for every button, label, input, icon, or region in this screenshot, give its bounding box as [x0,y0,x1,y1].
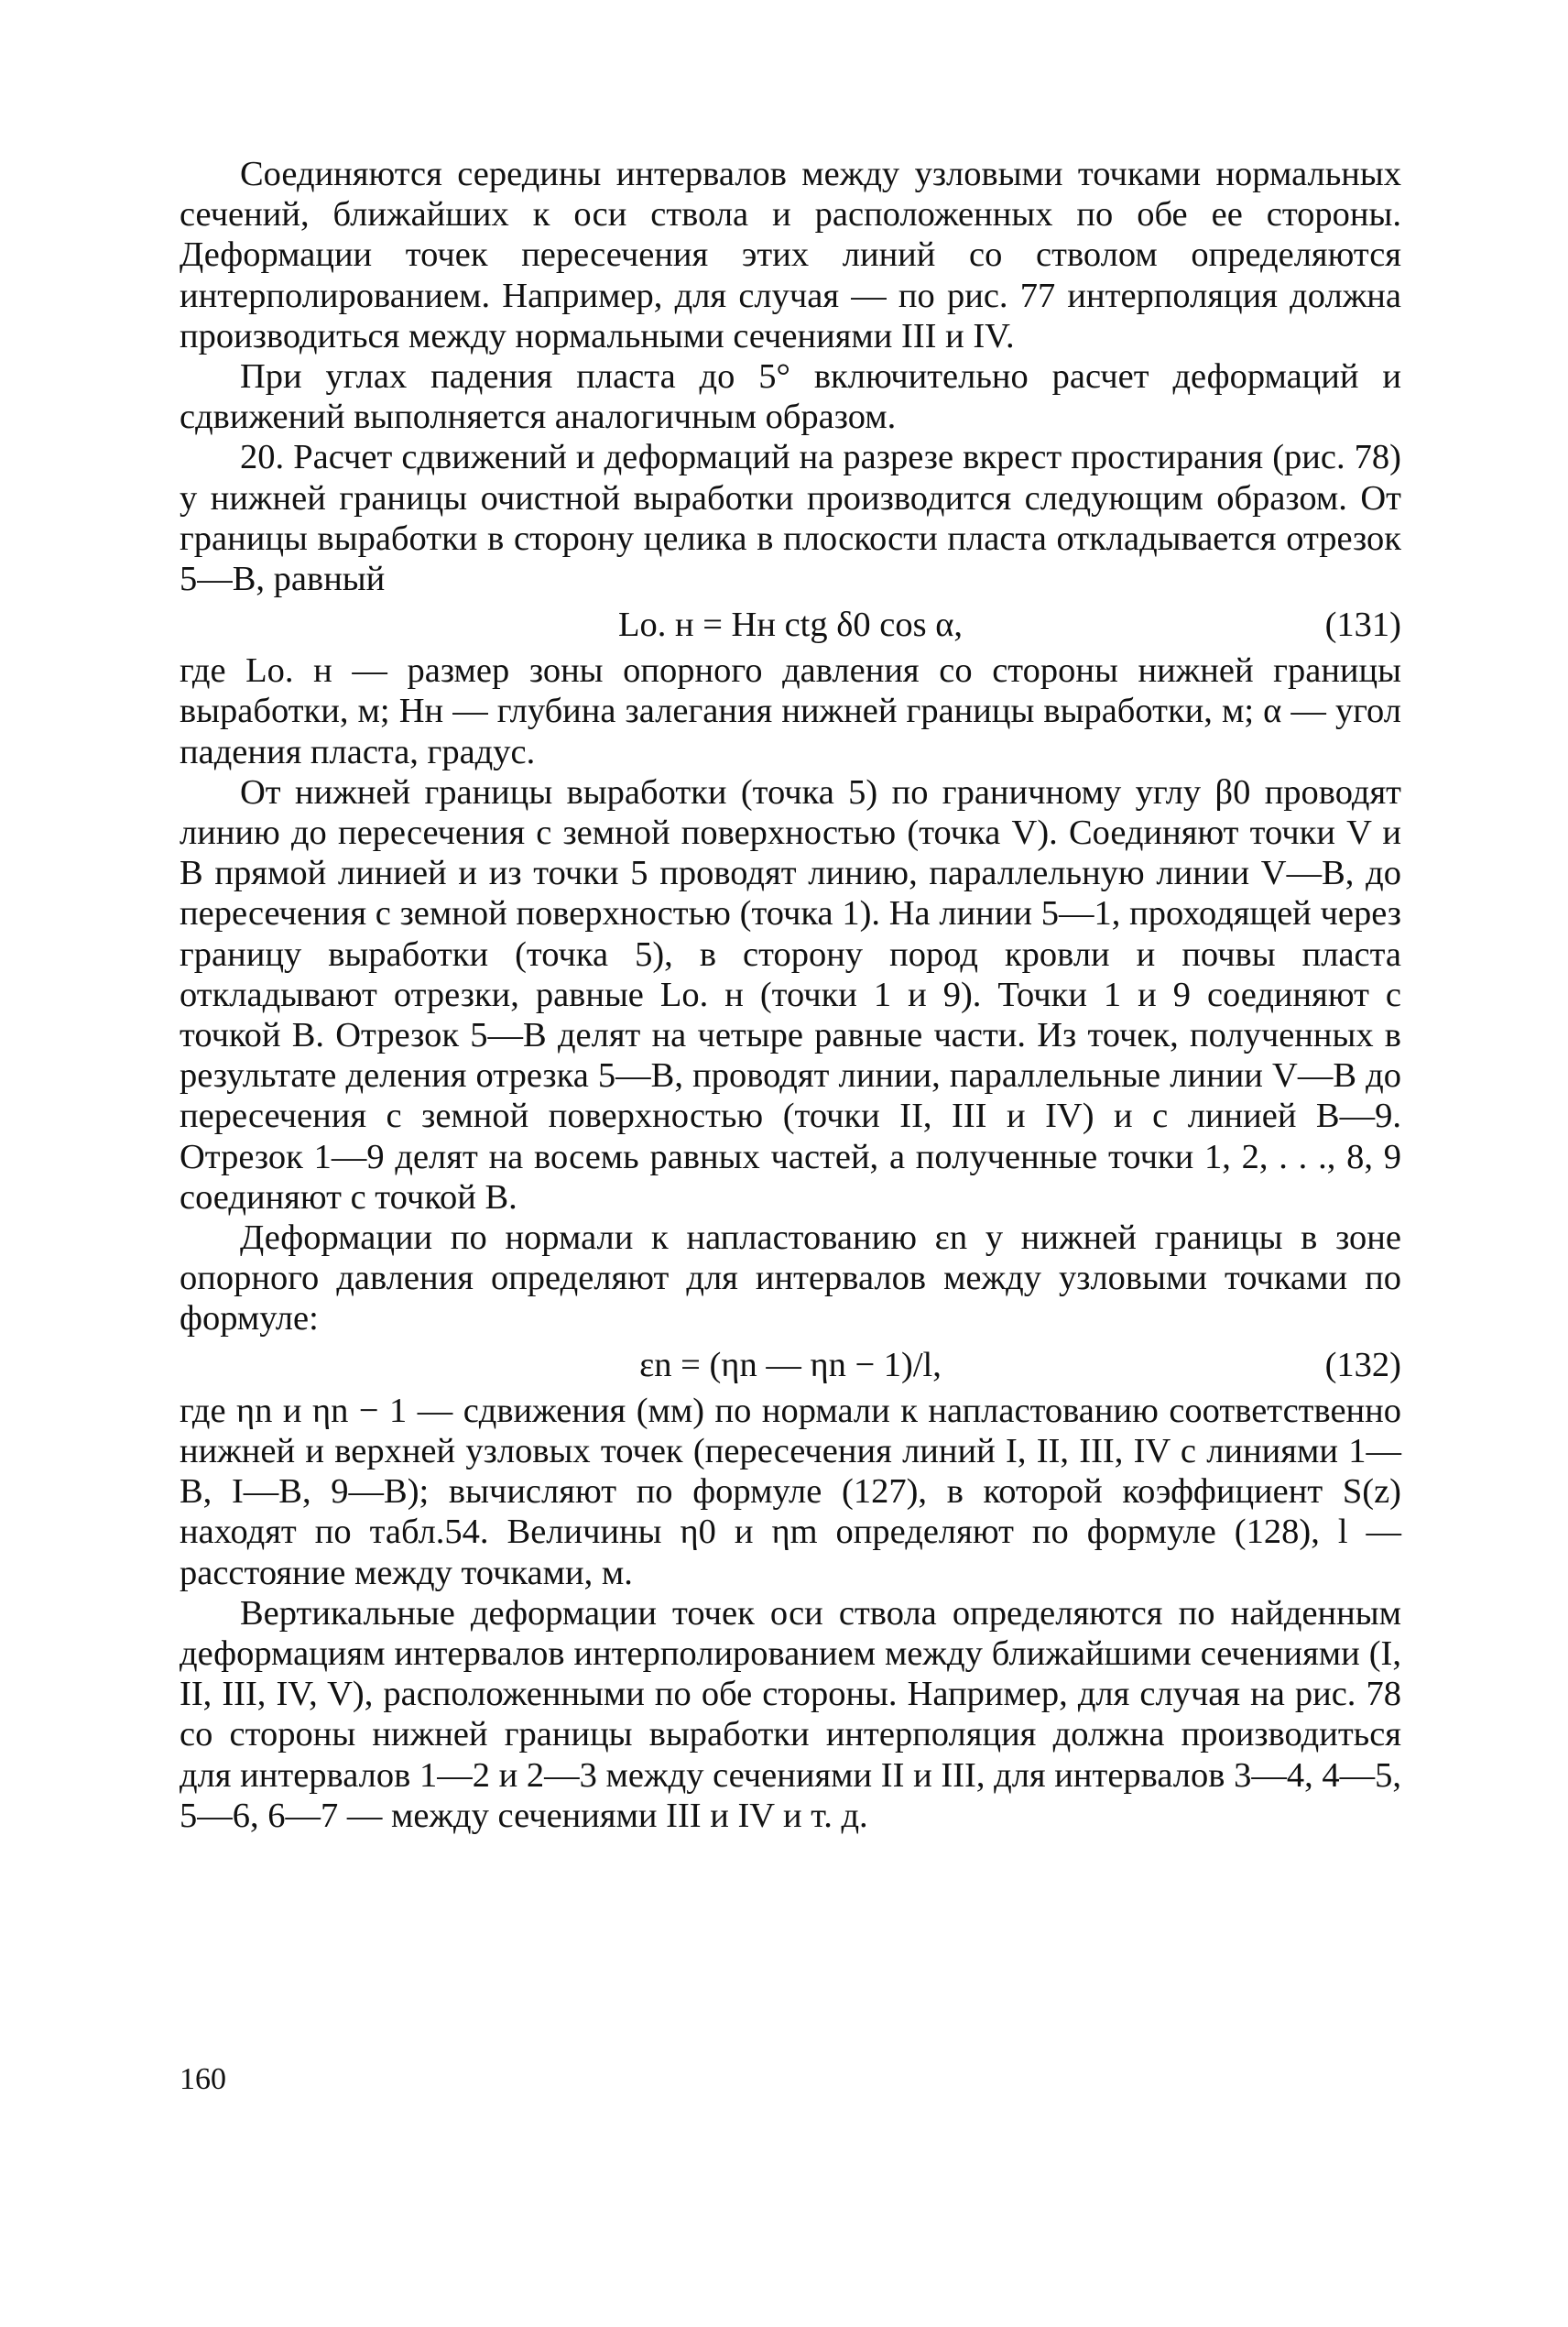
paragraph-vertical-deformations: Вертикальные деформации точек оси ствола определяются по найденным деформациям интервалов интерполированием между ближайшими сечениями (I, II, III, IV, V), расположенными по обе стороны. Например, для случая на рис. 78 со стороны нижней границы выработки интерполяция должна производиться для интервалов 1—2 и 2—3 между сечениями II и III, для интервалов 3—4, 4—5, 5—6, 6—7 — между сечениями III и IV и т. д. [180,1593,1401,1835]
formula-132: εn = (ηn — ηn − 1)/l, [639,1345,942,1384]
paragraph-construction-procedure: От нижней границы выработки (точка 5) по граничному углу β0 проводят линию до пересечения с земной поверхностью (точка V). Соединяют точки V и В прямой линией и из точки 5 проводят линию, параллельную линии V—В, до пересечения с земной поверхностью (точка 1). На линии 5—1, проходящей через границу выработки (точка 5), в сторону пород кровли и почвы пласта откладывают отрезки, равные Lо. н (точки 1 и 9). Точки 1 и 9 соединяют с точкой В. Отрезок 5—В делят на четыре равные части. Из точек, полученных в результате деления отрезка 5—В, проводят линии, параллельные линии V—В до пересечения с земной поверхностью (точки II, III и IV) и с линией В—9. Отрезок 1—9 делят на восемь равных частей, а полученные точки 1, 2, . . ., 8, 9 соединяют с точкой В. [180,772,1401,1217]
formula-131: Lо. н = Hн ctg δ0 cos α, [617,606,964,645]
page-number: 160 [180,2062,226,2096]
paragraph-formula-131-definitions: где Lо. н — размер зоны опорного давления со стороны нижней границы выработки, м; Hн — глубина залегания нижней границы выработки, м; α — угол падения пласта, градус. [180,651,1401,771]
paragraph-interpolation-sections: Соединяются середины интервалов между узловыми точками нормальных сечений, ближайших к оси ствола и расположенных по обе ее стороны. Деформации точек пересечения этих линий со стволом определяются интерполированием. Например, для случая — по рис. 77 интерполяция должна производиться между нормальными сечениями III и IV. [180,155,1401,355]
formula-132-row [180,1339,1401,1391]
paragraph-small-dip-angles: При углах падения пласта до 5° включительно расчет деформаций и сдвижений выполняется аналогичным образом. [180,357,1401,437]
formula-131-row [180,599,1401,650]
paragraph-formula-132-definitions: где ηn и ηn − 1 — сдвижения (мм) по нормали к напластованию соответственно нижней и верхней узловых точек (пересечения линий I, II, III, IV с линиями 1—В, I—В, 9—В); вычисляют по формуле (127), в которой коэффициент S(z) находят по табл.54. Величины η0 и ηm определяют по формуле (128), l — расстояние между точками, м. [180,1391,1401,1592]
paragraph-normal-deformations: Деформации по нормали к напластованию εn у нижней границы в зоне опорного давления определяют для интервалов между узловыми точками по формуле: [180,1218,1401,1338]
paragraph-section-20: 20. Расчет сдвижений и деформаций на разрезе вкрест простирания (рис. 78) у нижней границы очистной выработки производится следующим образом. От границы выработки в сторону целика в плоскости пласта откладывается отрезок 5—В, равный [180,438,1401,599]
page-body [180,154,1401,1836]
equation-number-131: (131) [1324,606,1401,645]
equation-number-132: (132) [1324,1345,1401,1384]
